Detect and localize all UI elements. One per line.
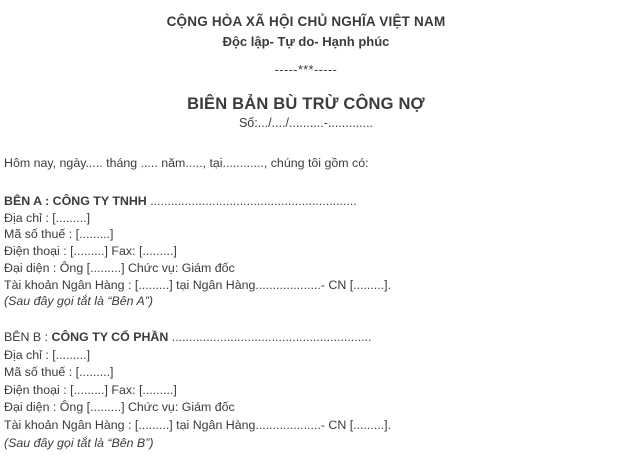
party-b-label: BÊN B : <box>4 330 52 344</box>
party-b-tax-code: Mã số thuế : [.........] <box>4 365 114 380</box>
party-a-heading <box>4 193 391 210</box>
party-a-phone-fax: Điện thoại : [.........] Fax: [.........] <box>4 244 177 259</box>
party-b-representative: Đại diện : Ông [.........] Chức vụ: Giám đốc <box>4 400 235 415</box>
party-a-alias-note: (Sau đây gọi tắt là “Bên A”) <box>4 294 153 309</box>
party-a-label: BÊN A : <box>4 194 53 208</box>
national-name: CỘNG HÒA XÃ HỘI CHỦ NGHĨA VIỆT NAM <box>166 14 446 29</box>
document-number-line: Số:.../..../..........-............. <box>238 116 374 130</box>
party-a-section <box>4 193 391 310</box>
national-motto: Độc lập- Tự do- Hạnh phúc <box>222 34 390 49</box>
party-a-company: CÔNG TY TNHH <box>52 194 151 208</box>
party-b-company: CÔNG TY CỔ PHẦN <box>51 330 172 344</box>
party-a-company-dots: ............................................................ <box>150 194 357 208</box>
party-b-heading <box>4 329 391 347</box>
party-b-bank-account: Tài khoản Ngân Hàng : [.........] tại Ngân Hàng...................- CN [.........]. <box>4 417 392 432</box>
header-separator: -----***----- <box>274 63 338 77</box>
party-b-company-dots: .......................................................... <box>171 330 372 344</box>
document-title: BIÊN BẢN BÙ TRỪ CÔNG NỢ <box>187 95 425 113</box>
party-b-phone-fax: Điện thoại : [.........] Fax: [.........] <box>4 382 177 397</box>
party-a-bank-account: Tài khoản Ngân Hàng : [.........] tại Ngân Hàng...................- CN [.........]. <box>4 277 392 292</box>
document-header <box>0 0 612 130</box>
party-a-address: Địa chỉ : [.........] <box>4 210 91 225</box>
party-b-alias-note: (Sau đây gọi tắt là “Bên B”) <box>4 435 154 450</box>
party-a-tax-code: Mã số thuế : [.........] <box>4 227 114 242</box>
party-a-representative: Đại diện : Ông [.........] Chức vụ: Giám đốc <box>4 260 235 275</box>
party-b-address: Địa chỉ : [.........] <box>4 347 91 362</box>
intro-line: Hôm nay, ngày..... tháng ..... năm....., tại............, chúng tôi gồm có: <box>4 156 369 170</box>
party-b-section <box>4 329 391 452</box>
